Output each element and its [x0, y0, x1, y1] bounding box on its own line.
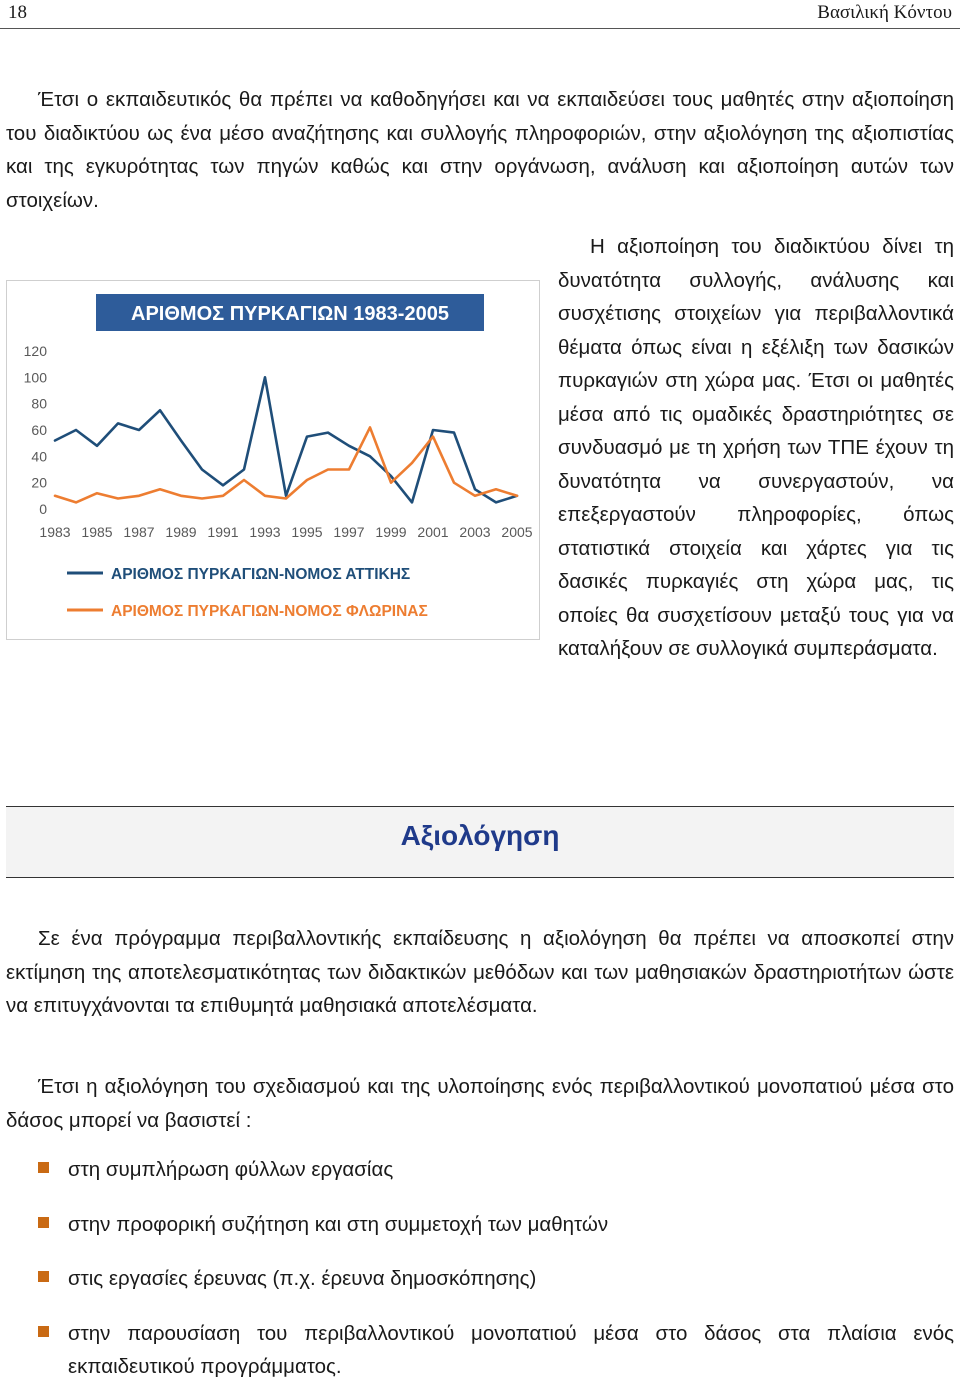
list-item-text: στην παρουσίαση του περιβαλλοντικού μονοπατιού μέσα στο δάσος στα πλαίσια ενός εκπαιδευτικού προγράμματος. [68, 1321, 954, 1378]
x-tick-label: 2005 [501, 524, 533, 540]
list-item [6, 1208, 954, 1242]
list-item [6, 1153, 954, 1187]
x-tick-label: 1997 [333, 524, 365, 540]
list-item [6, 1317, 954, 1384]
x-tick-label: 1993 [249, 524, 281, 540]
y-tick-label: 40 [31, 448, 47, 465]
assessment-list [6, 1153, 954, 1384]
legend-label: ΑΡΙΘΜΟΣ ΠΥΡΚΑΓΙΩΝ-ΝΟΜΟΣ ΑΤΤΙΚΗΣ [111, 566, 411, 583]
square-bullet-icon [38, 1326, 49, 1337]
list-item-text: στη συμπλήρωση φύλλων εργασίας [68, 1158, 394, 1181]
paragraph-4: Έτσι η αξιολόγηση του σχεδιασμού και της υλοποίησης ενός περιβαλλοντικού μονοπατιού μέσα στο δάσος μπορεί να βασιστεί : [6, 1075, 954, 1132]
square-bullet-icon [38, 1162, 49, 1173]
y-tick-label: 100 [23, 369, 47, 386]
x-tick-label: 1991 [207, 524, 239, 540]
y-tick-label: 120 [23, 343, 47, 359]
chart-svg [7, 281, 539, 639]
x-tick-label: 1983 [39, 524, 71, 540]
x-tick-label: 1989 [165, 524, 197, 540]
x-tick-label: 1987 [123, 524, 155, 540]
list-item-text: στην προφορική συζήτηση και στη συμμετοχή των μαθητών [68, 1212, 609, 1236]
page-number: 18 [8, 2, 27, 23]
paragraph-1: Έτσι ο εκπαιδευτικός θα πρέπει να καθοδηγήσει και να εκπαιδεύσει τους μαθητές στην αξιοποίηση του διαδικτύου ως ένα μέσο αναζήτησης και συλλογής πληροφοριών, στην αξιολόγηση της αξιοπιστίας και της εγκυρότητας των πηγών καθώς και στην οργάνωση, ανάλυση και αξιοποίηση αυτών των στοιχείων. [6, 88, 954, 212]
section-title: Αξιολόγηση [400, 820, 560, 851]
series-line-attica [55, 377, 517, 502]
x-tick-label: 1995 [291, 524, 323, 540]
list-item-text: στις εργασίες έρευνας (π.χ. έρευνα δημοσκόπησης) [68, 1267, 537, 1290]
page-header [0, 0, 960, 29]
x-tick-label: 2003 [459, 524, 491, 540]
x-tick-label: 1985 [81, 524, 113, 540]
section-banner [6, 806, 954, 878]
y-tick-label: 60 [31, 422, 47, 438]
paragraph-2-text: Η αξιοποίηση του διαδικτύου δίνει τη δυνατότητα συλλογής, ανάλυσης και συσχέτισης στοιχείων για περιβαλλοντικά θέματα όπως είναι η εξέλιξη των δασικών πυρκαγιών στη χώρα μας. Έτσι οι μαθητές μέσα από τις ομαδικές δραστηριότητες σε συνδυασμό με τη χρήση των ΤΠΕ έχουν τη δυνατότητα να συνεργαστούν, να επεξεργαστούν πληροφορίες, όπως στατιστικά στοιχεία και χάρτες για τις δασικές πυρκαγιές στη χώρα μας, τις οποίες θα συσχετίσουν μεταξύ τους για να καταλήξουν σε συλλογικά συμπεράσματα. [558, 235, 954, 660]
legend-label: ΑΡΙΘΜΟΣ ΠΥΡΚΑΓΙΩΝ-ΝΟΜΟΣ ΦΛΩΡΙΝΑΣ [111, 603, 428, 620]
list-item [6, 1262, 954, 1296]
x-tick-label: 2001 [417, 524, 449, 540]
chart-title: ΑΡΙΘΜΟΣ ΠΥΡΚΑΓΙΩΝ 1983-2005 [131, 303, 449, 325]
square-bullet-icon [38, 1217, 49, 1228]
square-bullet-icon [38, 1271, 49, 1282]
paragraph-3: Σε ένα πρόγραμμα περιβαλλοντικής εκπαίδευσης η αξιολόγηση θα πρέπει να αποσκοπεί στην εκτίμηση της αποτελεσματικότητας των διδακτικών μεθόδων και των μαθησιακών δραστηριοτήτων ώστε να επιτυγχάνονται τα επιθυμητά μαθησιακά αποτελέσματα. [6, 927, 954, 1017]
y-tick-label: 20 [31, 474, 47, 491]
running-head-author: Βασιλική Κόντου [817, 2, 952, 23]
fires-chart [6, 280, 540, 640]
x-tick-label: 1999 [375, 524, 407, 540]
y-tick-label: 80 [31, 395, 47, 412]
y-tick-label: 0 [39, 501, 47, 517]
